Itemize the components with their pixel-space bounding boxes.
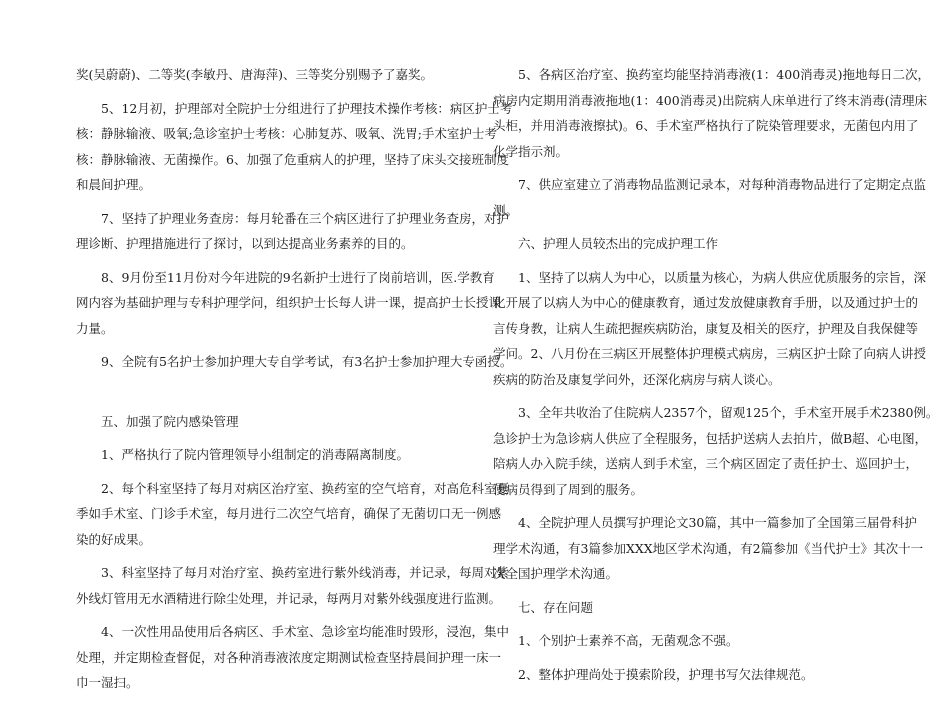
right-text-column xyxy=(493,62,939,695)
text-line: 六、护理人员较杰出的完成护理工作 xyxy=(518,236,719,251)
text-line: 4、一次性用品使用后各病区、手术室、急诊室均能准时毁形，浸泡，集中 xyxy=(101,624,509,639)
text-line: 外线灯管用无水酒精进行除尘处理，并记录，每两月对紫外线强度进行监测。 xyxy=(76,590,502,606)
text-line: 言传身教，让病人生疏把握疾病防治，康复及相关的医疗，护理及自我保健等 xyxy=(493,320,919,336)
text-line: 2、整体护理尚处于摸索阶段，护理书写欠法律规范。 xyxy=(518,666,814,682)
text-line: 1、坚持了以病人为中心，以质量为核心，为病人供应优质服务的宗旨，深 xyxy=(518,269,926,285)
text-line: 5、12月初，护理部对全院护士分组进行了护理技术操作考核：病区护士考 xyxy=(101,100,513,116)
text-line: 五、加强了院内感染管理 xyxy=(101,413,239,429)
paragraph-r3 xyxy=(493,265,926,393)
text-line: 网内容为基础护理与专科护理学问，组织护士长每人讲一课，提高护士长授课 xyxy=(76,295,502,310)
paragraph-p5 xyxy=(76,349,513,375)
paragraph-r4 xyxy=(493,400,939,502)
paragraph-r1 xyxy=(493,62,931,164)
text-line: 急诊护士为急诊病人供应了全程服务，包括护送病人去拍片，做B超、心电图， xyxy=(493,430,928,446)
paragraph-r2 xyxy=(493,172,926,223)
text-line: 5、各病区治疗室、换药室均能坚持消毒液(1：400消毒灵)拖地每日二次， xyxy=(518,67,931,82)
text-line: 学问。2、八月份在三病区开展整体护理模式病房，三病区护士除了向病人讲授 xyxy=(493,346,926,361)
paragraph-p1 xyxy=(76,62,462,88)
text-line: 9、全院有5名护士参加护理大专自学考试，有3名护士参加护理大专函授。 xyxy=(101,354,513,369)
text-line: 3、全年共收治了住院病人2357个，留观125个，手术室开展手术2380例。 xyxy=(518,405,939,420)
section-heading-h7 xyxy=(493,595,883,621)
paragraph-p6 xyxy=(76,442,462,468)
text-line: 奖(吴蔚蔚)、二等奖(李敏丹、唐海萍)、三等奖分别赐予了嘉奖。 xyxy=(76,67,434,82)
paragraph-p2 xyxy=(76,96,513,198)
paragraph-p4 xyxy=(76,265,502,342)
paragraph-r5 xyxy=(493,510,924,587)
section-heading-h6 xyxy=(493,231,883,257)
text-line: 化开展了以病人为中心的健康教育，通过发放健康教育手册，以及通过护士的 xyxy=(493,295,919,310)
left-text-column xyxy=(76,62,513,704)
text-line: 2、每个科室坚持了每月对病区治疗室、换药室的空气培育，对高危科室夏 xyxy=(101,480,509,496)
text-line: 核：静脉输液、吸氧;急诊室护士考核：心肺复苏、吸氧、洗胃;手术室护士考 xyxy=(76,126,497,141)
text-line: 巾一湿扫。 xyxy=(76,675,139,690)
text-line: 力量。 xyxy=(76,320,114,336)
paragraph-r7 xyxy=(493,662,883,688)
text-line: 1、个别护士素养不高，无菌观念不强。 xyxy=(518,633,739,648)
text-line: 核：静脉输液、无菌操作。6、加强了危重病人的护理，坚持了床头交接班制度 xyxy=(76,151,509,167)
text-line: 8、9月份至11月份对今年进院的9名新护士进行了岗前培训，医.学教育 xyxy=(101,269,495,285)
paragraph-p9 xyxy=(76,619,509,696)
text-line: 处理，并定期检查督促，对各种消毒液浓度定期测试检查坚持晨间护理一床一 xyxy=(76,649,502,665)
text-line: 4、全院护理人员撰写护理论文30篇，其中一篇参加了全国第三届骨科护 xyxy=(518,515,917,530)
text-line: 七、存在问题 xyxy=(518,599,594,615)
text-line: 1、严格执行了院内管理领导小组制定的消毒隔离制度。 xyxy=(101,447,409,462)
text-line: 次全国护理学术沟通。 xyxy=(493,566,619,581)
paragraph-p8 xyxy=(76,560,509,611)
text-line: 测。 xyxy=(493,202,519,218)
text-line: 3、科室坚持了每月对治疗室、换药室进行紫外线消毒，并记录，每周对紫 xyxy=(101,565,509,580)
paragraph-r6 xyxy=(493,628,883,654)
text-line: 陪病人办入院手续，送病人到手术室，三个病区固定了责任护士、巡回护士， xyxy=(493,456,919,471)
text-line: 病房内定期用消毒液拖地(1：400消毒灵)出院病人床单进行了终末消毒(清理床 xyxy=(493,92,927,108)
text-line: 7、供应室建立了消毒物品监测记录本，对每种消毒物品进行了定期定点监 xyxy=(518,177,926,192)
text-line: 化学指示剂。 xyxy=(493,143,569,159)
section-heading-h5 xyxy=(76,409,462,435)
text-line: 染的好成果。 xyxy=(76,531,152,547)
text-line: 理诊断、护理措施进行了探讨，以到达提高业务素养的目的。 xyxy=(76,236,414,251)
text-line: 理学术沟通，有3篇参加XXX地区学术沟通，有2篇参加《当代护士》其次十一 xyxy=(493,540,924,556)
text-line: 和晨间护理。 xyxy=(76,177,152,192)
paragraph-p7 xyxy=(76,476,509,553)
text-line: 头柜，并用消毒液擦拭)。6、手术室严格执行了院染管理要求，无菌包内用了 xyxy=(493,118,919,133)
text-line: 7、坚持了护理业务查房：每月轮番在三个病区进行了护理业务查房，对护 xyxy=(101,210,509,226)
paragraph-p3 xyxy=(76,206,509,257)
text-line: 使病员得到了周到的服务。 xyxy=(493,481,644,497)
text-line: 疾病的防治及康复学问外，还深化病房与病人谈心。 xyxy=(493,371,781,387)
paragraph-spacer xyxy=(76,383,462,409)
text-line: 季如手术室、门诊手术室，每月进行二次空气培育，确保了无菌切口无一例感 xyxy=(76,506,502,521)
